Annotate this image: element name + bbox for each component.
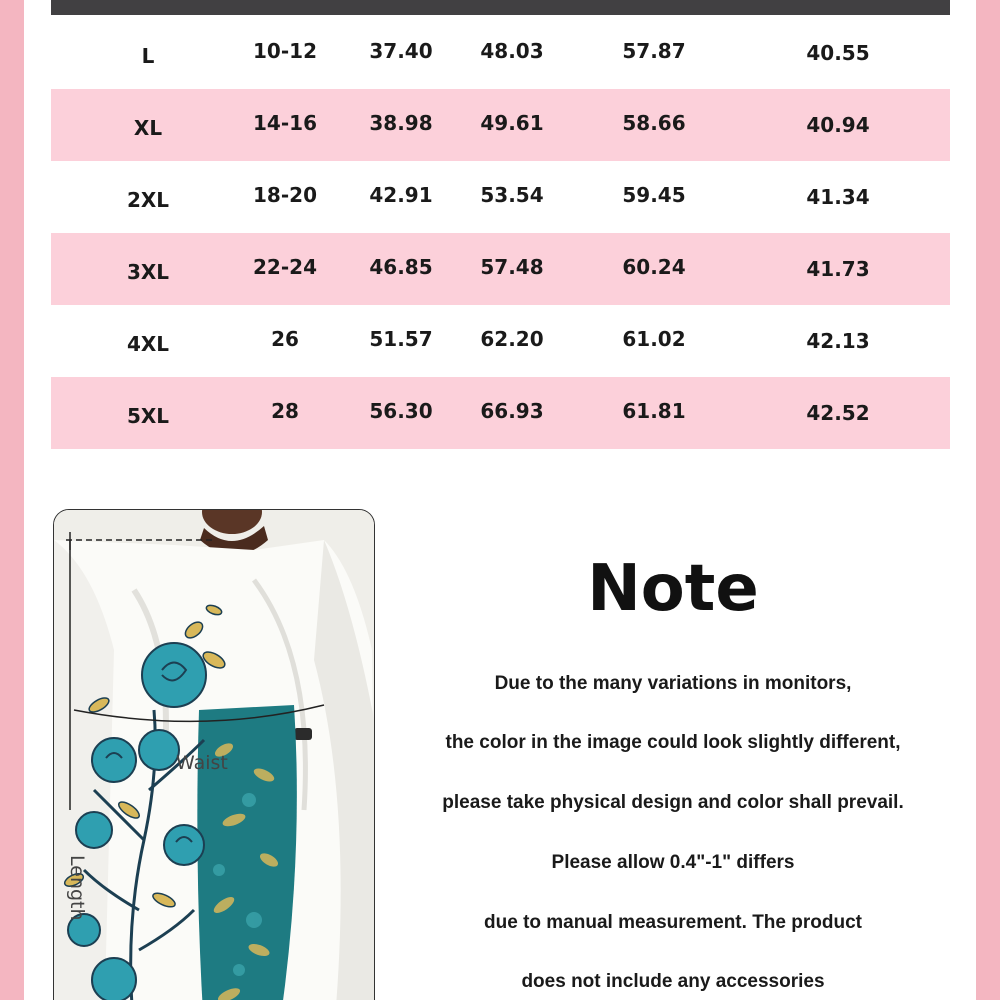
size-cell: 3XL — [126, 260, 170, 284]
measure-cell: 40.55 — [806, 41, 870, 65]
size-cell: 2XL — [126, 188, 170, 212]
table-row — [51, 377, 950, 449]
table-header-bar — [51, 0, 950, 15]
table-row — [51, 17, 950, 89]
table-row — [51, 233, 950, 305]
size-cell: XL — [133, 116, 163, 140]
measure-cell: 57.87 — [622, 39, 686, 63]
measure-cell: 61.02 — [622, 327, 686, 351]
measure-cell: 49.61 — [480, 111, 544, 135]
length-measure-label: Length — [66, 855, 88, 921]
measure-cell: 41.34 — [806, 185, 870, 209]
measure-cell: 48.03 — [480, 39, 544, 63]
table-row — [51, 305, 950, 377]
product-photo — [53, 509, 375, 1000]
note-line: please take physical design and color shall prevail. — [442, 792, 904, 813]
measure-cell: 38.98 — [369, 111, 433, 135]
measure-cell: 57.48 — [480, 255, 544, 279]
measure-cell: 58.66 — [622, 111, 686, 135]
table-row — [51, 89, 950, 161]
measure-cell: 60.24 — [622, 255, 686, 279]
note-line: Due to the many variations in monitors, — [494, 673, 852, 694]
measure-cell: 56.30 — [369, 399, 433, 423]
measure-cell: 41.73 — [806, 257, 870, 281]
note-line: the color in the image could look slightly different, — [445, 732, 901, 753]
us-size-cell: 18-20 — [253, 183, 317, 207]
size-cell: L — [141, 44, 155, 68]
measure-cell: 42.91 — [369, 183, 433, 207]
measure-cell: 46.85 — [369, 255, 433, 279]
waist-measure-label: Waist — [176, 752, 228, 774]
us-size-cell: 26 — [271, 327, 299, 351]
measure-cell: 42.13 — [806, 329, 870, 353]
measure-cell: 61.81 — [622, 399, 686, 423]
measure-cell: 53.54 — [480, 183, 544, 207]
measure-cell: 51.57 — [369, 327, 433, 351]
note-title: Note — [587, 552, 759, 626]
size-cell: 5XL — [126, 404, 170, 428]
size-cell: 4XL — [126, 332, 170, 356]
measure-cell: 40.94 — [806, 113, 870, 137]
us-size-cell: 22-24 — [253, 255, 317, 279]
us-size-cell: 28 — [271, 399, 299, 423]
size-chart-table — [51, 17, 950, 449]
us-size-cell: 10-12 — [253, 39, 317, 63]
measure-cell: 42.52 — [806, 401, 870, 425]
note-line: due to manual measurement. The product — [484, 912, 862, 933]
note-line: does not include any accessories — [521, 971, 825, 992]
measure-cell: 66.93 — [480, 399, 544, 423]
us-size-cell: 14-16 — [253, 111, 317, 135]
table-row — [51, 161, 950, 233]
measure-cell: 37.40 — [369, 39, 433, 63]
note-line: Please allow 0.4"-1" differs — [551, 852, 795, 873]
measure-cell: 59.45 — [622, 183, 686, 207]
measure-cell: 62.20 — [480, 327, 544, 351]
